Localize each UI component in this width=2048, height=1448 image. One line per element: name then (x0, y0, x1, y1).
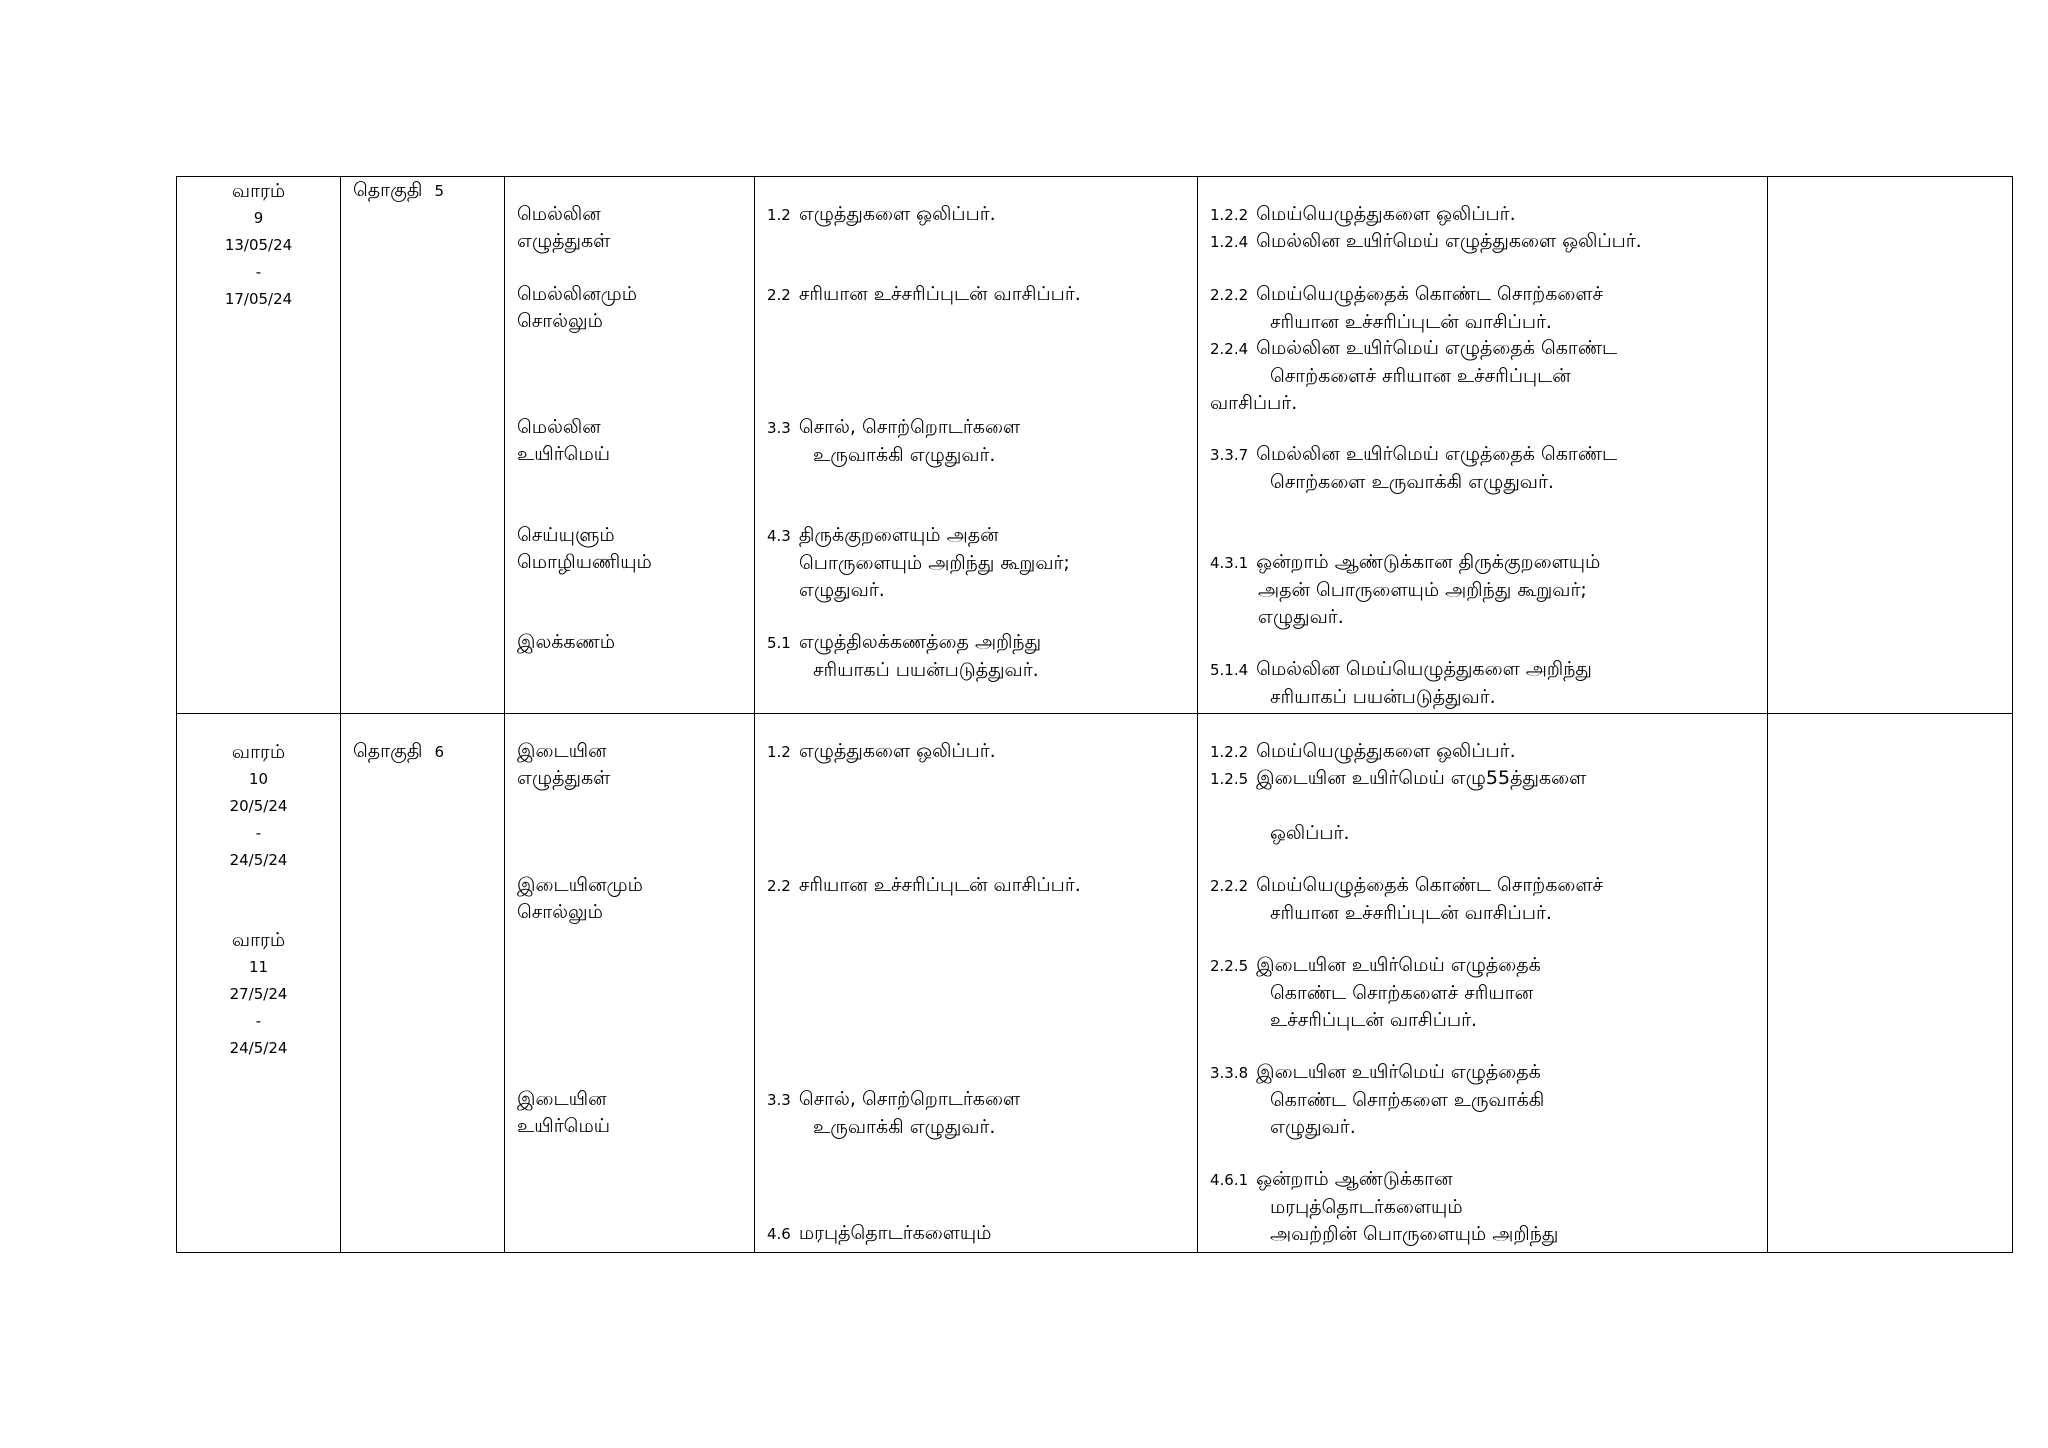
table-row (177, 714, 2013, 1253)
objective-item: 1.2.2 மெய்யெழுத்துகளை ஒலிப்பர். (1210, 203, 1516, 225)
standard-item: 5.1 எழுத்திலக்கணத்தை அறிந்து சரியாகப் பயன்படுத்துவர். (767, 631, 1042, 681)
week-date-dash: - (255, 824, 262, 842)
objective-item: 2.2.2 மெய்யெழுத்தைக் கொண்ட சொற்களைச் சரியான உச்சரிப்புடன் வாசிப்பர். (1210, 874, 1604, 924)
remarks-cell (1768, 177, 2013, 714)
week-cell (177, 714, 341, 1253)
topic-item: இடையின உயிர்மெய் (517, 1088, 611, 1137)
week-label: வாரம் (231, 741, 286, 763)
standard-cell (755, 714, 1198, 1253)
objective-item: 2.2.2 மெய்யெழுத்தைக் கொண்ட சொற்களைச் சரியான உச்சரிப்புடன் வாசிப்பர். (1210, 283, 1604, 333)
topic-item: மெல்லினமும் சொல்லும் (517, 283, 638, 332)
standard-item: 2.2 சரியான உச்சரிப்புடன் வாசிப்பர். (767, 283, 1081, 305)
remarks-cell (1768, 714, 2013, 1253)
objective-item: 4.3.1 ஒன்றாம் ஆண்டுக்கான திருக்குறளையும் அதன் பொருளையும் அறிந்து கூறுவர்; எழுதுவர். (1210, 551, 1601, 628)
unit-label: தொகுதி (353, 179, 423, 201)
week-end-date: 17/05/24 (224, 290, 293, 308)
week-start-date: 13/05/24 (224, 236, 293, 254)
standard-item: 4.3 திருக்குறளையும் அதன் பொருளையும் அறிந்து கூறுவர்; எழுதுவர். (767, 524, 1070, 601)
unit-cell (341, 714, 505, 1253)
objective-item: 1.2.5 இடையின உயிர்மெய் எழு55த்துகளை ஒலிப்பர். (1210, 767, 1587, 844)
objective-cell (1198, 177, 1768, 714)
standard-item: 2.2 சரியான உச்சரிப்புடன் வாசிப்பர். (767, 874, 1081, 896)
topic-item: இடையின எழுத்துகள் (517, 740, 611, 789)
objective-item: 1.2.4 மெல்லின உயிர்மெய் எழுத்துகளை ஒலிப்பர். (1210, 230, 1642, 252)
table-row (177, 177, 2013, 714)
objective-item: 3.3.7 மெல்லின உயிர்மெய் எழுத்தைக் கொண்ட சொற்களை உருவாக்கி எழுதுவர். (1210, 443, 1618, 493)
standard-item: 1.2 எழுத்துகளை ஒலிப்பர். (767, 203, 996, 225)
unit-label: தொகுதி (353, 740, 423, 762)
topic-item: மெல்லின எழுத்துகள் (517, 203, 611, 252)
topic-item: இலக்கணம் (517, 631, 616, 653)
week-number: 9 (253, 209, 264, 227)
standard-item: 4.6 மரபுத்தொடர்களையும் (767, 1222, 992, 1244)
standard-item: 3.3 சொல், சொற்றொடர்களை உருவாக்கி எழுதுவர். (767, 1088, 1021, 1138)
week-end-date: 24/5/24 (229, 851, 288, 869)
week-number: 11 (248, 958, 269, 976)
week-number: 10 (248, 770, 269, 788)
week-label: வாரம் (231, 929, 286, 951)
week-end-date: 24/5/24 (229, 1039, 288, 1057)
week-date-dash: - (255, 263, 262, 281)
objective-item: 2.2.5 இடையின உயிர்மெய் எழுத்தைக் கொண்ட சொற்களைச் சரியான உச்சரிப்புடன் வாசிப்பர். (1210, 954, 1541, 1031)
unit-number: 6 (434, 743, 445, 761)
objective-item: 4.6.1 ஒன்றாம் ஆண்டுக்கான மரபுத்தொடர்களையும் அவற்றின் பொருளையும் அறிந்து (1210, 1168, 1559, 1245)
topic-item: செய்யுளும் மொழியணியும் (517, 524, 652, 573)
topic-item: இடையினமும் சொல்லும் (517, 874, 643, 923)
unit-number: 5 (434, 182, 445, 200)
week-label: வாரம் (231, 180, 286, 202)
standard-cell (755, 177, 1198, 714)
objective-cell (1198, 714, 1768, 1253)
topic-item: மெல்லின உயிர்மெய் (517, 416, 611, 465)
objective-item: 2.2.4 மெல்லின உயிர்மெய் எழுத்தைக் கொண்ட சொற்களைச் சரியான உச்சரிப்புடன் வாசிப்பர். (1210, 337, 1618, 414)
unit-cell (341, 177, 505, 714)
standard-item: 1.2 எழுத்துகளை ஒலிப்பர். (767, 740, 996, 762)
objective-item: 1.2.2 மெய்யெழுத்துகளை ஒலிப்பர். (1210, 740, 1516, 762)
week-start-date: 27/5/24 (229, 985, 288, 1003)
lesson-plan-table (176, 176, 2013, 1253)
topic-cell (505, 177, 755, 714)
topic-cell (505, 714, 755, 1253)
objective-item: 5.1.4 மெல்லின மெய்யெழுத்துகளை அறிந்து சரியாகப் பயன்படுத்துவர். (1210, 658, 1592, 708)
week-date-dash: - (255, 1012, 262, 1030)
standard-item: 3.3 சொல், சொற்றொடர்களை உருவாக்கி எழுதுவர். (767, 416, 1021, 466)
objective-item: 3.3.8 இடையின உயிர்மெய் எழுத்தைக் கொண்ட சொற்களை உருவாக்கி எழுதுவர். (1210, 1061, 1545, 1138)
week-start-date: 20/5/24 (229, 797, 288, 815)
week-cell (177, 177, 341, 714)
